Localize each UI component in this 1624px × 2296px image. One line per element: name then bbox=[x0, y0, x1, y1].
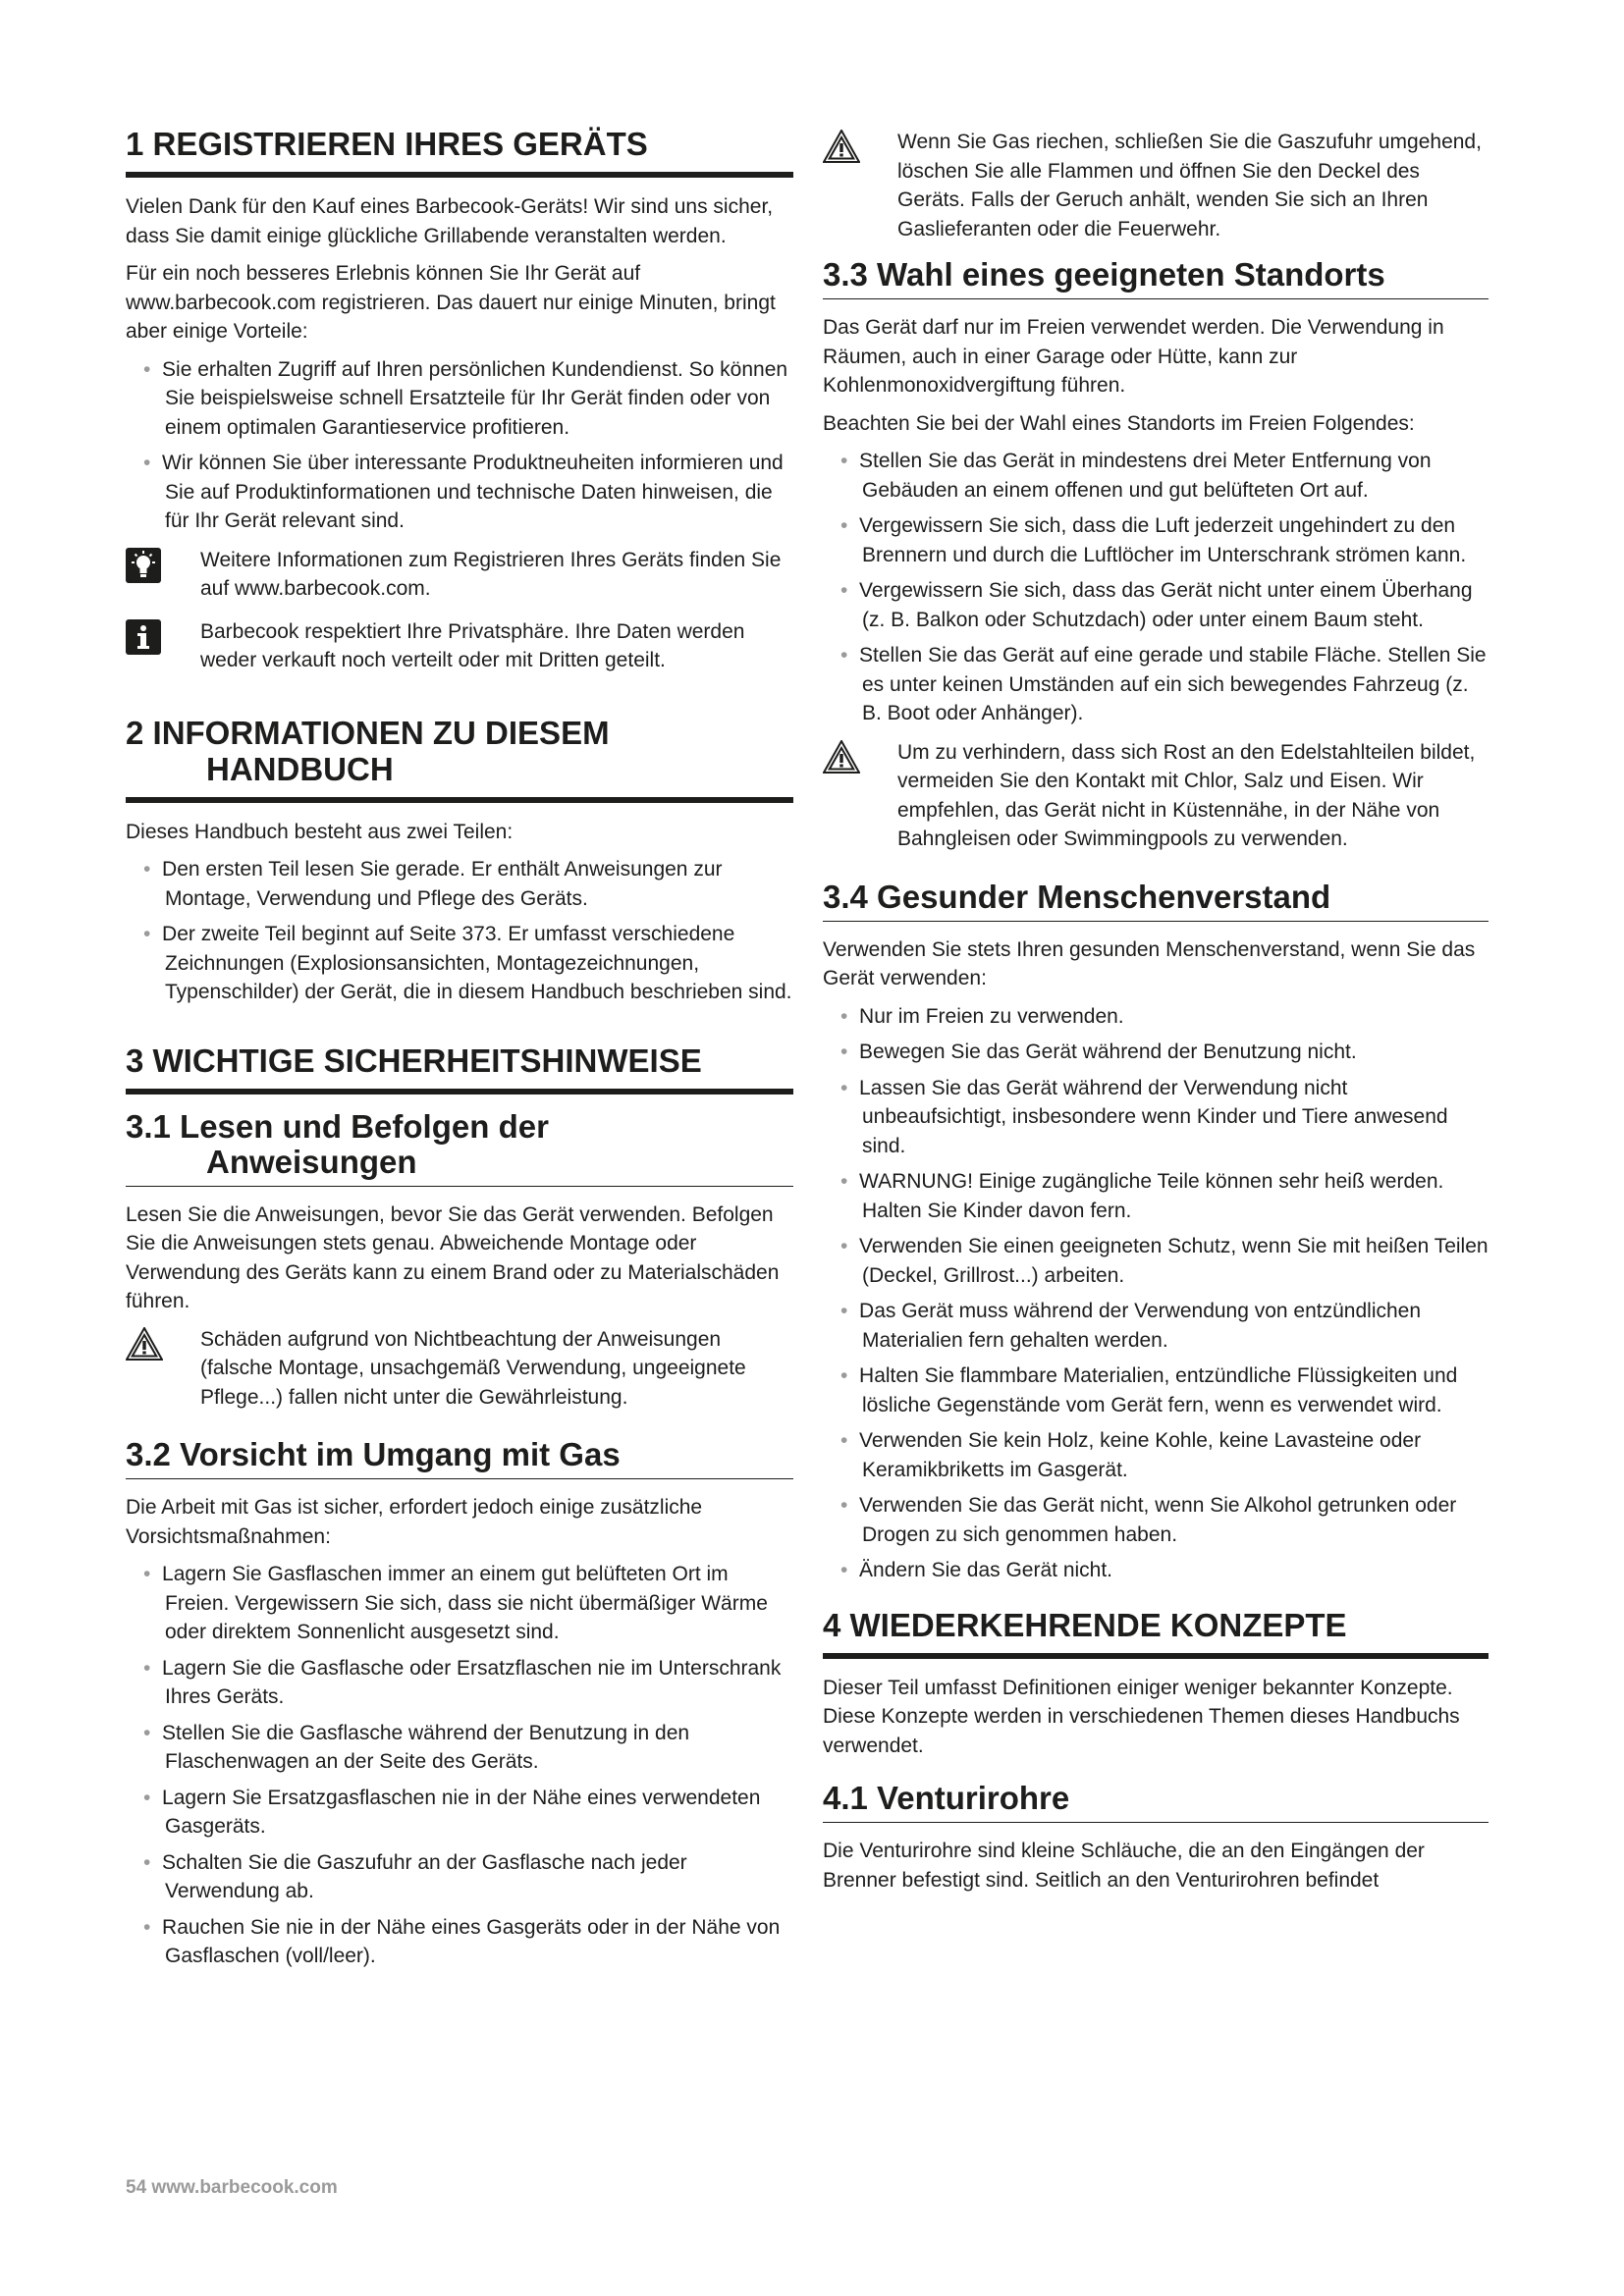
section-1-paragraph-1: Vielen Dank für den Kauf eines Barbecook-Geräts! Wir sind uns sicher, dass Sie damit einige glückliche Grillabende veranstalten werden. bbox=[126, 195, 774, 247]
lightbulb-icon bbox=[126, 548, 163, 583]
list-item: • Stellen Sie das Gerät auf eine gerade und stabile Fläche. Stellen Sie es unter keinen Umständen auf ein sich bewegendes Fahrzeug (z. B. Boot oder Anhänger). bbox=[823, 641, 1489, 728]
right-column bbox=[823, 126, 1489, 1903]
section-3-heading: 3 WICHTIGE SICHERHEITSHINWEISE bbox=[126, 1042, 793, 1095]
list-item: • Schalten Sie die Gaszufuhr an der Gasflasche nach jeder Verwendung ab. bbox=[126, 1848, 793, 1906]
list-item: • Vergewissern Sie sich, dass das Gerät nicht unter einem Überhang (z. B. Balkon oder Schutzdach) oder unter einem Baum steht. bbox=[823, 576, 1489, 634]
list-item: • Lagern Sie Gasflaschen immer an einem gut belüfteten Ort im Freien. Vergewissern Sie sich, dass sie nicht übermäßiger Wärme oder direktem Sonnenlicht ausgesetzt sind. bbox=[126, 1560, 793, 1647]
info-text: Barbecook respektiert Ihre Privatsphäre. Ihre Daten werden weder verkauft noch verteilt oder mit Dritten geteilt. bbox=[200, 619, 745, 671]
section-4-1-paragraph-1: Die Venturirohre sind kleine Schläuche, die an den Eingängen der Brenner befestigt sind. Seitlich an den Venturirohren befindet bbox=[823, 1840, 1425, 1892]
section-3-2-paragraph-1: Die Arbeit mit Gas ist sicher, erfordert jedoch einige zusätzliche Vorsichtsmaßnahmen: bbox=[126, 1496, 703, 1548]
warning-text: Schäden aufgrund von Nichtbeachtung der Anweisungen (falsche Montage, unsachgemäß Verwendung, ungeeignete Pflege...) fallen nicht unter die Gewährleistung. bbox=[200, 1327, 746, 1409]
warning-note-rust bbox=[823, 738, 1489, 854]
list-item: • Verwenden Sie einen geeigneten Schutz, wenn Sie mit heißen Teilen (Deckel, Grillrost...) arbeiten. bbox=[823, 1232, 1489, 1290]
tip-note bbox=[126, 546, 793, 604]
section-1-bullet-list bbox=[126, 355, 793, 536]
warning-text: Wenn Sie Gas riechen, schließen Sie die Gaszufuhr umgehend, löschen Sie alle Flammen und öffnen Sie den Deckel des Geräts. Falls der Geruch anhält, wenden Sie sich an Ihren Gaslieferanten oder die Feuerwehr. bbox=[897, 131, 1482, 240]
section-3-3-paragraph-1: Das Gerät darf nur im Freien verwendet werden. Die Verwendung in Räumen, auch in einer Garage oder Hütte, kann zur Kohlenmonoxidvergiftung führen. bbox=[823, 316, 1444, 397]
section-4-heading: 4 WIEDERKEHRENDE KONZEPTE bbox=[823, 1607, 1489, 1659]
section-3-4-heading: 3.4 Gesunder Menschenverstand bbox=[823, 880, 1489, 922]
list-item: • Den ersten Teil lesen Sie gerade. Er enthält Anweisungen zur Montage, Verwendung und Pflege des Geräts. bbox=[126, 855, 793, 913]
section-3-3-bullet-list bbox=[823, 447, 1489, 728]
section-3-4-bullet-list bbox=[823, 1002, 1489, 1585]
warning-text: Um zu verhindern, dass sich Rost an den Edelstahlteilen bildet, vermeiden Sie den Kontakt mit Chlor, Salz und Eisen. Wir empfehlen, das Gerät nicht in Küstennähe, in der Nähe von Bahngleisen oder Swimmingpools zu verwenden. bbox=[897, 740, 1476, 850]
list-item: • Halten Sie flammbare Materialien, entzündliche Flüssigkeiten und lösliche Gegenstände vom Gerät fern, wenn es verwendet wird. bbox=[823, 1362, 1489, 1419]
section-4-1-heading: 4.1 Venturirohre bbox=[823, 1781, 1489, 1823]
list-item: • Sie erhalten Zugriff auf Ihren persönlichen Kundendienst. So können Sie beispielsweise schnell Ersatzteile für Ihr Gerät finden oder von einem optimalen Garantieservice profitieren. bbox=[126, 355, 793, 443]
list-item: • Das Gerät muss während der Verwendung von entzündlichen Materialien fern gehalten werden. bbox=[823, 1297, 1489, 1355]
list-item: • Rauchen Sie nie in der Nähe eines Gasgeräts oder in der Nähe von Gasflaschen (voll/leer). bbox=[126, 1913, 793, 1971]
warning-triangle-icon bbox=[823, 740, 860, 774]
list-item: • Wir können Sie über interessante Produktneuheiten informieren und Sie auf Produktinformationen und technische Daten hinweisen, die für Ihr Gerät relevant sind. bbox=[126, 449, 793, 536]
list-item: • WARNUNG! Einige zugängliche Teile können sehr heiß werden. Halten Sie Kinder davon fern. bbox=[823, 1167, 1489, 1225]
tip-text: Weitere Informationen zum Registrieren Ihres Geräts finden Sie auf www.barbecook.com. bbox=[200, 548, 782, 600]
section-3-3-paragraph-2: Beachten Sie bei der Wahl eines Standorts im Freien Folgendes: bbox=[823, 411, 1415, 435]
section-2-paragraph-1: Dieses Handbuch besteht aus zwei Teilen: bbox=[126, 820, 514, 843]
list-item: • Lagern Sie die Gasflasche oder Ersatzflaschen nie im Unterschrank Ihres Geräts. bbox=[126, 1654, 793, 1712]
list-item: • Lassen Sie das Gerät während der Verwendung nicht unbeaufsichtigt, insbesondere wenn Kinder und Tiere anwesend sind. bbox=[823, 1074, 1489, 1161]
list-item: • Nur im Freien zu verwenden. bbox=[823, 1002, 1489, 1032]
list-item: • Vergewissern Sie sich, dass die Luft jederzeit ungehindert zu den Brennern und durch die Luftlöcher im Unterschrank strömen kann. bbox=[823, 511, 1489, 569]
page-footer: 54 www.barbecook.com bbox=[126, 2177, 338, 2198]
section-3-3-heading: 3.3 Wahl eines geeigneten Standorts bbox=[823, 257, 1489, 299]
section-3-1-heading-line-1: 3.1 Lesen und Befolgen der bbox=[126, 1107, 549, 1145]
section-2-heading-line-2: HANDBUCH bbox=[206, 750, 394, 787]
list-item: • Ändern Sie das Gerät nicht. bbox=[823, 1556, 1489, 1585]
section-3-1-paragraph-1: Lesen Sie die Anweisungen, bevor Sie das Gerät verwenden. Befolgen Sie die Anweisungen stets genau. Abweichende Montage oder Verwendung des Geräts kann zu einem Brand oder zu Materialschäden führen. bbox=[126, 1202, 780, 1312]
section-1-paragraph-2: Für ein noch besseres Erlebnis können Sie Ihr Gerät auf www.barbecook.com registrieren. Das dauert nur einige Minuten, bringt aber einige Vorteile: bbox=[126, 262, 776, 343]
info-note bbox=[126, 617, 793, 675]
section-2-heading-line-1: 2 INFORMATIONEN ZU DIESEM bbox=[126, 714, 610, 751]
list-item: • Stellen Sie das Gerät in mindestens drei Meter Entfernung von Gebäuden an einem offenen und gut belüfteten Ort auf. bbox=[823, 447, 1489, 505]
list-item: • Verwenden Sie kein Holz, keine Kohle, keine Lavasteine oder Keramikbriketts im Gasgerät. bbox=[823, 1426, 1489, 1484]
section-3-4-paragraph-1: Verwenden Sie stets Ihren gesunden Menschenverstand, wenn Sie das Gerät verwenden: bbox=[823, 937, 1476, 989]
warning-note-instructions bbox=[126, 1325, 793, 1413]
section-3-1-heading bbox=[126, 1109, 793, 1187]
list-item: • Verwenden Sie das Gerät nicht, wenn Sie Alkohol getrunken oder Drogen zu sich genommen haben. bbox=[823, 1491, 1489, 1549]
section-2-heading bbox=[126, 715, 793, 803]
list-item: • Bewegen Sie das Gerät während der Benutzung nicht. bbox=[823, 1038, 1489, 1067]
section-3-1-heading-line-2: Anweisungen bbox=[206, 1143, 417, 1180]
section-3-2-bullet-list bbox=[126, 1560, 793, 1971]
list-item: • Lagern Sie Ersatzgasflaschen nie in der Nähe eines verwendeten Gasgeräts. bbox=[126, 1784, 793, 1842]
warning-triangle-icon bbox=[126, 1327, 163, 1361]
list-item: • Stellen Sie die Gasflasche während der Benutzung in den Flaschenwagen an der Seite des Geräts. bbox=[126, 1719, 793, 1777]
section-3-2-heading: 3.2 Vorsicht im Umgang mit Gas bbox=[126, 1437, 793, 1479]
section-4-paragraph-1: Dieser Teil umfasst Definitionen einiger weniger bekannter Konzepte. Diese Konzepte werden in verschiedenen Themen dieses Handbuchs verwendet. bbox=[823, 1676, 1460, 1757]
left-column bbox=[126, 126, 793, 1981]
list-item: • Der zweite Teil beginnt auf Seite 373. Er umfasst verschiedene Zeichnungen (Explosionsansichten, Montagezeichnungen, Typenschilder) der Gerät, die in diesem Handbuch beschrieben sind. bbox=[126, 920, 793, 1007]
warning-triangle-icon bbox=[823, 130, 860, 163]
warning-note-gas-smell bbox=[823, 128, 1489, 243]
section-2-bullet-list bbox=[126, 855, 793, 1007]
info-icon bbox=[126, 619, 163, 655]
section-1-heading: 1 REGISTRIEREN IHRES GERÄTS bbox=[126, 126, 793, 178]
